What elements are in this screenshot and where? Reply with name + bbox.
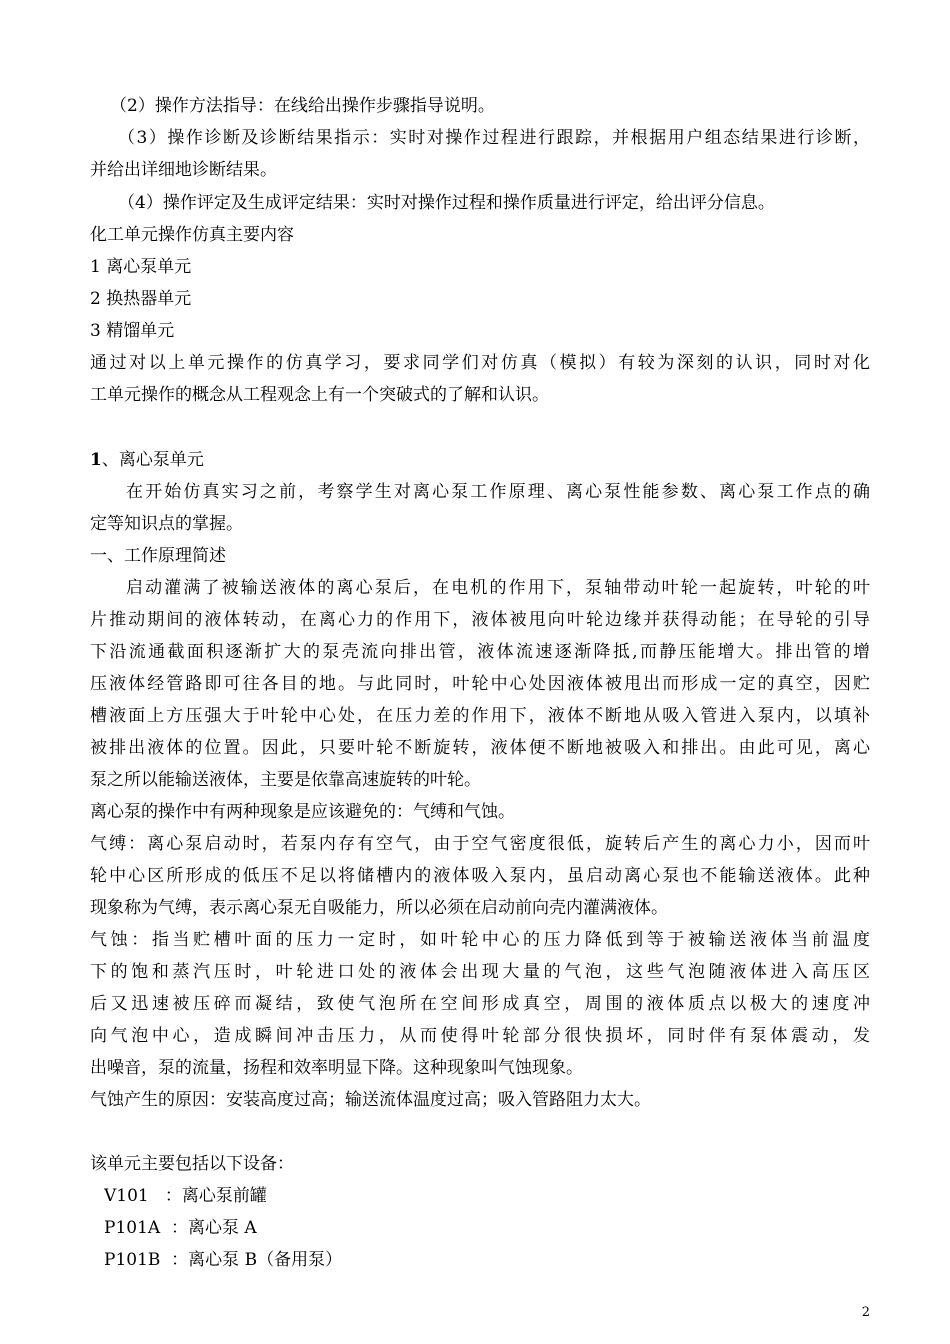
paragraph-line: 压液体经管路即可往各目的地。与此同时，叶轮中心处因液体被甩出而形成一定的真空，因贮	[90, 674, 870, 694]
section-heading: 化工单元操作仿真主要内容	[90, 225, 294, 245]
paragraph-line: 启动灌满了被输送液体的离心泵后，在电机的作用下，泵轴带动叶轮一起旋转，叶轮的叶	[126, 578, 870, 598]
paragraph-line: 被排出液体的位置。因此，只要叶轮不断旋转，液体便不断地被吸入和排出。由此可见，离心	[90, 738, 870, 758]
section-title: 、离心泵单元	[101, 450, 204, 470]
paragraph-line: 在开始仿真实习之前，考察学生对离心泵工作原理、离心泵性能参数、离心泵工作点的确	[126, 482, 870, 502]
section-number: 1	[90, 450, 102, 470]
paragraph-line: 定等知识点的掌握。	[90, 514, 243, 534]
section-heading: 一、工作原理简述	[90, 546, 226, 566]
paragraph-line: 泵之所以能输送液体，主要是依靠高速旋转的叶轮。	[90, 770, 481, 790]
paragraph-line: 通过对以上单元操作的仿真学习，要求同学们对仿真（模拟）有较为深刻的认识，同时对化	[90, 353, 870, 373]
equipment-item: P101A ：离心泵 A	[104, 1218, 257, 1238]
paragraph-line: （2）操作方法指导：在线给出操作步骤指导说明。	[110, 96, 495, 116]
equipment-item: P101B ：离心泵 B（备用泵）	[104, 1250, 343, 1270]
paragraph-line: 片推动期间的液体转动，在离心力的作用下，液体被甩向叶轮边缘并获得动能；在导轮的引导	[90, 610, 870, 630]
list-item: 3 精馏单元	[90, 321, 175, 341]
paragraph-line: 槽液面上方压强大于叶轮中心处，在压力差的作用下，液体不断地从吸入管进入泵内，以填补	[90, 706, 870, 726]
paragraph-line: 气蚀产生的原因：安装高度过高；输送流体温度过高；吸入管路阻力太大。	[90, 1090, 651, 1110]
list-item: 2 换热器单元	[90, 289, 192, 309]
page-number: 2	[861, 1305, 870, 1320]
paragraph-line: （3）操作诊断及诊断结果指示：实时对操作过程进行跟踪，并根据用户组态结果进行诊断，	[118, 128, 870, 148]
paragraph-line: 该单元主要包括以下设备：	[90, 1154, 294, 1174]
equipment-item: V101 ：离心泵前罐	[104, 1186, 267, 1206]
paragraph-line: 向气泡中心，造成瞬间冲击压力，从而使得叶轮部分很快损坏，同时伴有泵体震动，发	[90, 1026, 870, 1046]
paragraph-line: 下沿流通截面积逐渐扩大的泵壳流向排出管，液体流速逐渐降抵,而静压能增大。排出管的增	[90, 642, 870, 662]
section-heading	[90, 445, 870, 476]
paragraph-line: 气缚：离心泵启动时，若泵内存有空气，由于空气密度很低，旋转后产生的离心力小，因而叶	[90, 834, 870, 854]
paragraph-line: 出噪音，泵的流量，扬程和效率明显下降。这种现象叫气蚀现象。	[90, 1058, 583, 1078]
paragraph-line: 并给出详细地诊断结果。	[90, 160, 277, 180]
paragraph-line: 下的饱和蒸汽压时，叶轮进口处的液体会出现大量的气泡，这些气泡随液体进入高压区	[90, 962, 870, 982]
paragraph-line: （4）操作评定及生成评定结果：实时对操作过程和操作质量进行评定，给出评分信息。	[118, 193, 775, 213]
paragraph-line: 离心泵的操作中有两种现象是应该避免的：气缚和气蚀。	[90, 802, 515, 822]
paragraph-line: 气蚀：指当贮槽叶面的压力一定时，如叶轮中心的压力降低到等于被输送液体当前温度	[90, 930, 870, 950]
paragraph-line: 现象称为气缚，表示离心泵无自吸能力，所以必须在启动前向壳内灌满液体。	[90, 898, 668, 918]
paragraph-line: 后又迅速被压碎而凝结，致使气泡所在空间形成真空，周围的液体质点以极大的速度冲	[90, 994, 870, 1014]
paragraph-line: 轮中心区所形成的低压不足以将储槽内的液体吸入泵内，虽启动离心泵也不能输送液体。此种	[90, 866, 870, 886]
paragraph-line: 工单元操作的概念从工程观念上有一个突破式的了解和认识。	[90, 385, 549, 405]
list-item: 1 离心泵单元	[90, 257, 192, 277]
